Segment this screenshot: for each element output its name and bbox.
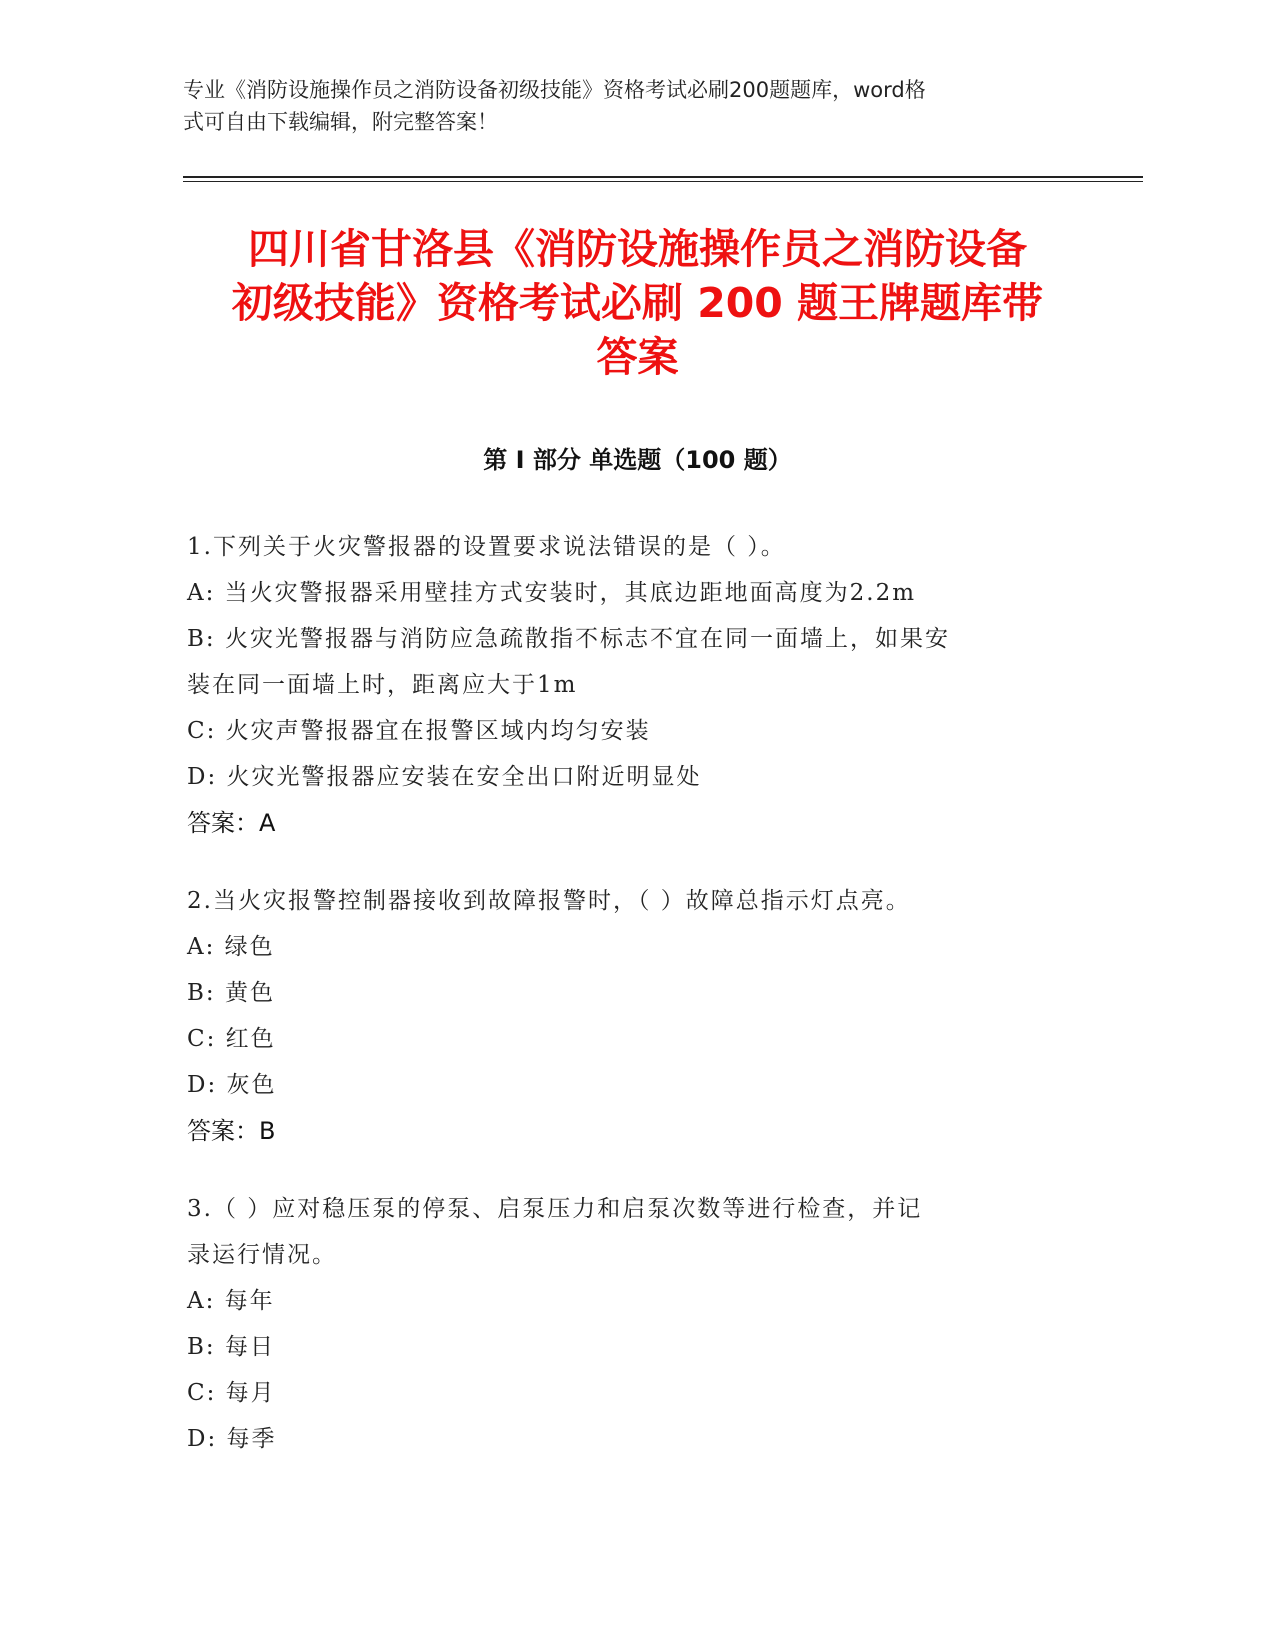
option-b: B: 黄色 [187,980,275,1006]
question-2 [187,878,1087,1154]
option-c: C: 每月 [187,1380,276,1406]
question-1 [187,524,1087,846]
document-title-line-2: 初级技能》资格考试必刷 200 题王牌题库带 [231,279,1044,327]
question-stem: 1.下列关于火灾警报器的设置要求说法错误的是（ ）。 [187,534,786,560]
option-c: C: 红色 [187,1026,276,1052]
question-3 [187,1186,1087,1462]
header-rule-thick [183,176,1143,178]
header-note-line-1: 专业《消防设施操作员之消防设备初级技能》资格考试必刷200题题库，word格 [183,78,926,102]
option-d: D: 火灾光警报器应安装在安全出口附近明显处 [187,764,702,790]
question-stem: 2.当火灾报警控制器接收到故障报警时，（ ）故障总指示灯点亮。 [187,888,911,914]
question-stem-continued: 录运行情况。 [187,1242,337,1268]
answer-key: 答案：A [187,809,276,837]
document-title-line-3: 答案 [596,333,679,381]
section-title: 第 I 部分 单选题（100 题） [483,446,792,474]
option-d: D: 每季 [187,1426,277,1452]
header-note [183,74,1063,138]
option-a: A: 每年 [187,1288,275,1314]
question-list [187,524,1087,1494]
question-stem: 3.（ ）应对稳压泵的停泵、启泵压力和启泵次数等进行检查，并记 [187,1196,923,1222]
option-b: B: 每日 [187,1334,275,1360]
option-b: B: 火灾光警报器与消防应急疏散指不标志不宜在同一面墙上，如果安 [187,626,950,652]
document-title [170,222,1105,384]
header-note-line-2: 式可自由下载编辑，附完整答案！ [183,110,498,134]
option-a: A: 绿色 [187,934,275,960]
header-rule-thin [183,181,1143,182]
answer-key: 答案：B [187,1117,276,1145]
option-a: A: 当火灾警报器采用壁挂方式安装时，其底边距地面高度为2.2m [187,580,917,606]
document-title-line-1: 四川省甘洛县《消防设施操作员之消防设备 [248,225,1027,273]
option-d: D: 灰色 [187,1072,277,1098]
option-c: C: 火灾声警报器宜在报警区域内均匀安装 [187,718,651,744]
option-b-continued: 装在同一面墙上时，距离应大于1m [187,672,578,698]
